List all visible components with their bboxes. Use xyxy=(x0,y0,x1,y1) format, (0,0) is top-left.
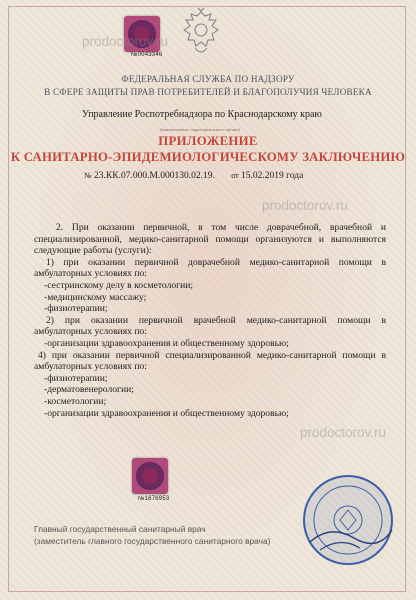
list-item: -организации здравоохранения и общественному здоровью; xyxy=(44,337,289,349)
list-item: -физиотерапии; xyxy=(44,372,108,384)
watermark: prodoctorov.ru xyxy=(82,34,169,49)
list-item: -сестринскому делу в косметологии; xyxy=(44,279,194,291)
department-name: Управление Роспотребнадзора по Краснодарскому краю xyxy=(82,109,322,120)
list-item: -физиотерапии; xyxy=(44,303,108,315)
list-item: -косметологии; xyxy=(44,395,107,407)
signature-title-alt: (заместитель главного государственного санитарного врача) xyxy=(34,536,271,546)
document-body xyxy=(34,222,386,419)
intro-paragraph: 2. При оказании первичной, в том числе доврачебной, врачебной и специализированной, медико-санитарной помощи организуются и выполняются следующие работы (услуги): xyxy=(34,222,386,257)
document-title: ПРИЛОЖЕНИЕ xyxy=(158,134,258,148)
document-date: 15.02.2019 года xyxy=(241,171,304,181)
header-line-2: В СФЕРЕ ЗАЩИТЫ ПРАВ ПОТРЕБИТЕЛЕЙ И БЛАГОПОЛУЧИЯ ЧЕЛОВЕКА xyxy=(44,87,372,97)
signature-title: Главный государственный санитарный врач xyxy=(34,524,206,534)
watermark: prodoctorov.ru xyxy=(262,198,349,213)
paragraph-1: 1) при оказании первичной доврачебной медико-санитарной помощи в амбулаторных условиях по: xyxy=(34,256,386,280)
document-number-line xyxy=(84,171,303,181)
list-item: -медицинскому массажу; xyxy=(44,291,147,303)
hologram-number: №1676953 xyxy=(138,496,170,502)
department-caption: (наименование территориального органа) xyxy=(160,127,240,132)
paragraph-2: 2) при оказании первичной врачебной медико-санитарной помощи в амбулаторных условиях по: xyxy=(34,314,386,338)
coat-of-arms-icon xyxy=(178,6,224,62)
document-subtitle: К САНИТАРНО-ЭПИДЕМИОЛОГИЧЕСКОМУ ЗАКЛЮЧЕНИЮ xyxy=(10,150,406,164)
official-stamp-icon xyxy=(300,472,396,568)
number-prefix: № xyxy=(84,171,92,180)
document-number: 23.КК.07.000.М.000130.02.19. xyxy=(94,171,215,181)
list-item: -организации здравоохранения и общественному здоровью; xyxy=(44,407,289,419)
hologram-sticker-icon xyxy=(132,458,168,494)
header-line-1: ФЕДЕРАЛЬНАЯ СЛУЖБА ПО НАДЗОРУ xyxy=(121,74,295,84)
paragraph-4: 4) при оказании первичной специализированной медико-санитарной помощи в амбулаторных условиях по: xyxy=(34,349,386,373)
date-prefix: от xyxy=(231,171,239,180)
watermark: prodoctorov.ru xyxy=(300,425,387,440)
list-item: -дерматовенерологии; xyxy=(44,384,134,396)
hologram-number: №0043346 xyxy=(131,52,163,58)
